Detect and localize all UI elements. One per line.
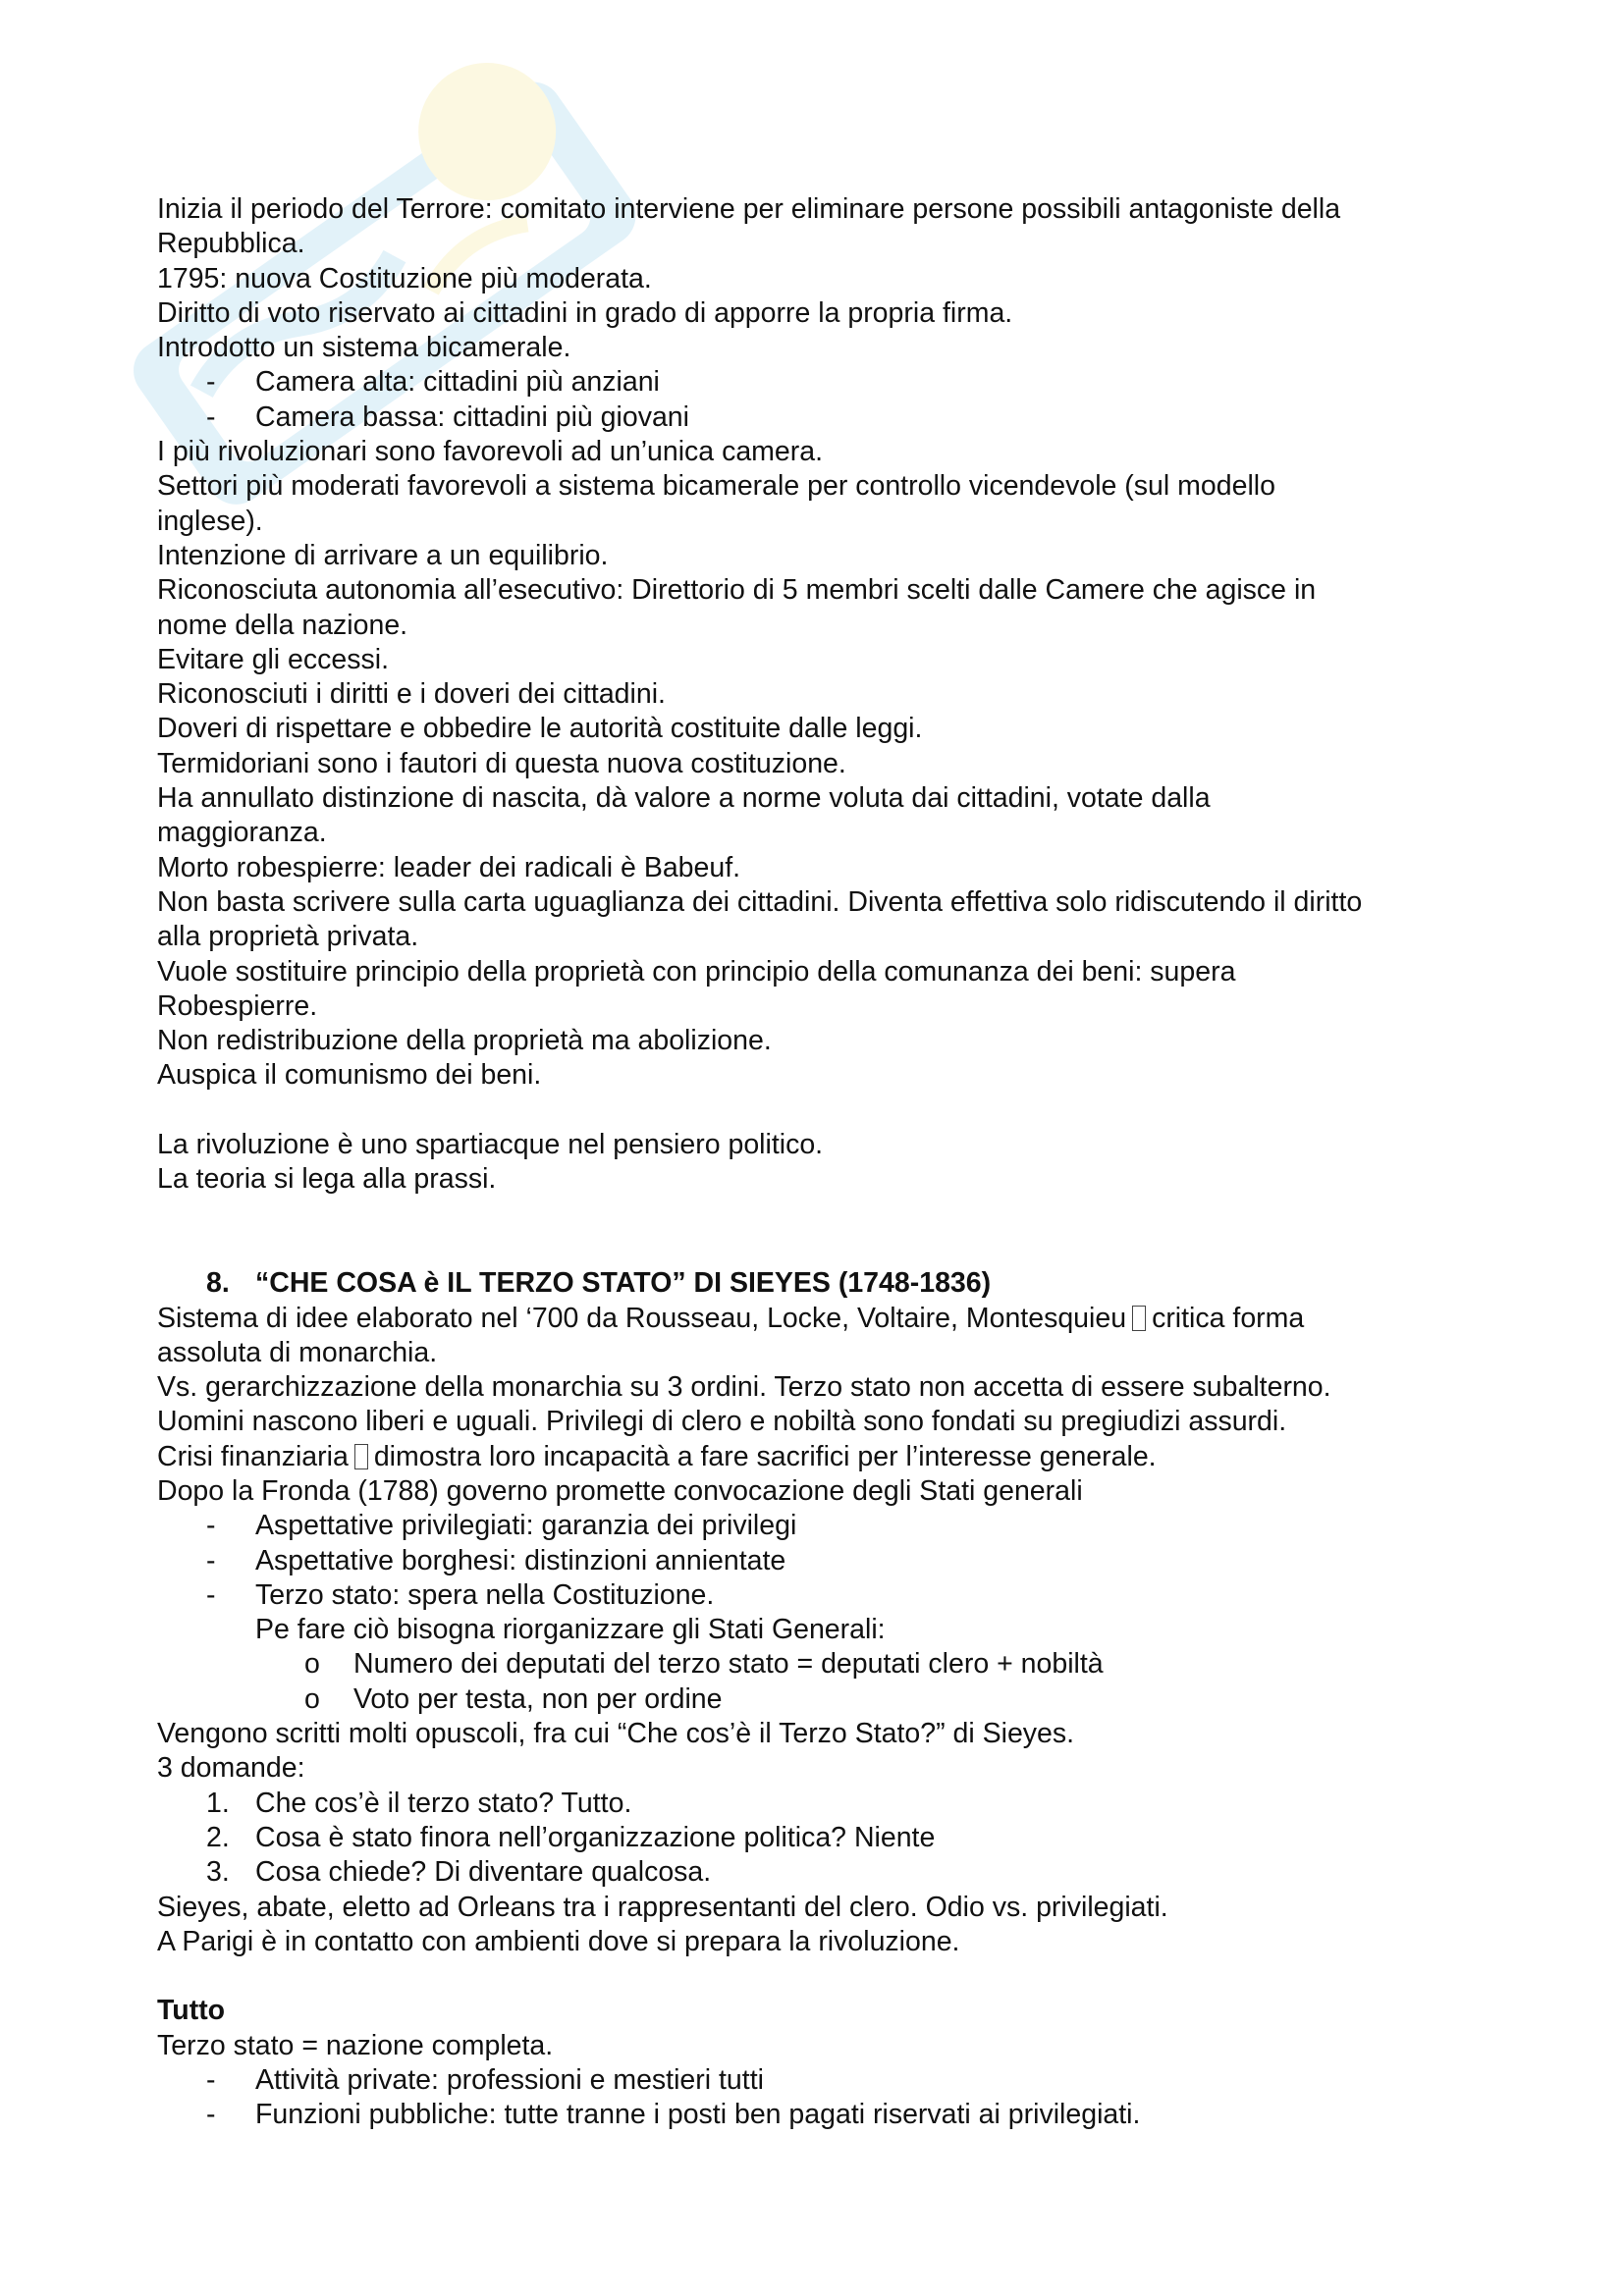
- list-item: [157, 1544, 1473, 1578]
- text-line: Vengono scritti molti opuscoli, fra cui “Che cos’è il Terzo Stato?” di Sieyes.: [157, 1718, 1075, 1750]
- numbered-item: [157, 1787, 1473, 1821]
- dash-bullet: -: [206, 2064, 216, 2097]
- text-line: Termidoriani sono i fautori di questa nuova costituzione.: [157, 747, 846, 779]
- section-title: “CHE COSA è IL TERZO STATO” DI SIEYES (1748-1836): [255, 1267, 992, 1300]
- text-line: 1795: nuova Costituzione più moderata.: [157, 262, 652, 294]
- text-line: Doveri di rispettare e obbedire le autorità costituite dalle leggi.: [157, 713, 923, 745]
- text-span: dimostra loro incapacità a fare sacrifici per l’interesse generale.: [373, 1440, 1157, 1472]
- text-line: maggioranza.: [157, 817, 327, 849]
- list-item-text: Camera bassa: cittadini più giovani: [255, 400, 689, 433]
- subsection-heading: Tutto: [157, 1995, 226, 2027]
- text-line: Inizia il periodo del Terrore: comitato interviene per eliminare persone possibili antagoniste della: [157, 193, 1341, 225]
- text-line: Morto robespierre: leader dei radicali è Babeuf.: [157, 851, 741, 883]
- text-line: Repubblica.: [157, 228, 305, 260]
- paragraph-terrore: [157, 192, 1473, 365]
- section-heading: [157, 1266, 1473, 1301]
- list-aspettative: [157, 1509, 1473, 1717]
- text-line: Non basta scrivere sulla carta uguaglianza dei cittadini. Diventa effettiva solo ridiscutendo il diritto: [157, 885, 1363, 918]
- paragraph-rivoluzione: [157, 1128, 1473, 1198]
- text-line: Settori più moderati favorevoli a sistema bicamerale per controllo vicendevole (sul modello: [157, 470, 1275, 503]
- dash-bullet: -: [206, 366, 216, 399]
- text-span: Crisi finanziaria: [157, 1440, 349, 1472]
- text-line: La teoria si lega alla prassi.: [157, 1163, 497, 1196]
- spacer: [157, 1094, 1473, 1128]
- text-line: Ha annullato distinzione di nascita, dà valore a norme voluta dai cittadini, votate dalla: [157, 782, 1211, 815]
- text-line: Introdotto un sistema bicamerale.: [157, 332, 571, 364]
- text-line: alla proprietà privata.: [157, 921, 419, 953]
- dash-bullet: -: [206, 1578, 216, 1611]
- list-item-text: Funzioni pubbliche: tutte tranne i posti ben pagati riservati ai privilegiati.: [255, 2099, 1141, 2131]
- list-item-text: Aspettative borghesi: distinzioni annientate: [255, 1544, 786, 1576]
- item-number: 3.: [206, 1856, 230, 1889]
- text-line: I più rivoluzionari sono favorevoli ad un’unica camera.: [157, 436, 824, 468]
- text-line: Sieyes, abate, eletto ad Orleans tra i rappresentanti del clero. Odio vs. privilegiati.: [157, 1891, 1168, 1923]
- spacer: [157, 1959, 1473, 1994]
- text-line: Dopo la Fronda (1788) governo promette convocazione degli Stati generali: [157, 1474, 1083, 1507]
- paragraph-costituzione: [157, 435, 1473, 1094]
- numbered-item: [157, 1855, 1473, 1890]
- text-line: Auspica il comunismo dei beni.: [157, 1059, 542, 1092]
- list-item-continuation: Pe fare ciò bisogna riorganizzare gli Stati Generali:: [255, 1614, 886, 1646]
- text-line: Riconosciuta autonomia all’esecutivo: Direttorio di 5 membri scelti dalle Camere che agisce in: [157, 574, 1317, 607]
- text-line: Diritto di voto riservato ai cittadini in grado di apporre la propria firma.: [157, 296, 1013, 329]
- text-line: Terzo stato = nazione completa.: [157, 2029, 554, 2061]
- list-domande: [157, 1787, 1473, 1891]
- missing-glyph-icon: [354, 1444, 368, 1469]
- list-item-text: Cosa è stato finora nell’organizzazione politica? Niente: [255, 1821, 936, 1853]
- text-line: Evitare gli eccessi.: [157, 643, 390, 675]
- text-line: 3 domande:: [157, 1752, 305, 1785]
- list-item-text: Attività private: professioni e mestieri tutti: [255, 2064, 764, 2097]
- list-item-text: Terzo stato: spera nella Costituzione.: [255, 1578, 715, 1611]
- sub-list-item: [157, 1682, 1473, 1717]
- dash-bullet: -: [206, 1510, 216, 1542]
- list-item-text: Voto per testa, non per ordine: [353, 1682, 723, 1715]
- list-item-text: Cosa chiede? Di diventare qualcosa.: [255, 1856, 712, 1889]
- dash-bullet: -: [206, 2099, 216, 2131]
- item-number: 1.: [206, 1787, 230, 1819]
- text-line: La rivoluzione è uno spartiacque nel pensiero politico.: [157, 1129, 824, 1161]
- text-line: [157, 1302, 1473, 1336]
- list-item-text: Aspettative privilegiati: garanzia dei privilegi: [255, 1510, 797, 1542]
- text-line: A Parigi è in contatto con ambienti dove si prepara la rivoluzione.: [157, 1925, 960, 1957]
- spacer: [157, 1198, 1473, 1267]
- text-line: inglese).: [157, 505, 263, 537]
- text-line: Non redistribuzione della proprietà ma abolizione.: [157, 1025, 772, 1057]
- text-line: Intenzione di arrivare a un equilibrio.: [157, 539, 609, 571]
- dash-bullet: -: [206, 400, 216, 433]
- dash-bullet: -: [206, 1544, 216, 1576]
- list-item-text: Che cos’è il terzo stato? Tutto.: [255, 1787, 632, 1819]
- list-item-text: Numero dei deputati del terzo stato = deputati clero + nobiltà: [353, 1648, 1104, 1681]
- list-item: [157, 400, 1473, 435]
- text-line: Riconosciuti i diritti e i doveri dei cittadini.: [157, 678, 666, 711]
- list-item: [157, 365, 1473, 400]
- list-tutto: [157, 2063, 1473, 2133]
- circle-bullet: o: [304, 1682, 320, 1715]
- item-number: 2.: [206, 1821, 230, 1853]
- paragraph-opuscoli: [157, 1717, 1473, 1787]
- text-line: Vs. gerarchizzazione della monarchia su 3 ordini. Terzo stato non accetta di essere subalterno.: [157, 1371, 1331, 1404]
- text-line: nome della nazione.: [157, 609, 408, 641]
- missing-glyph-icon: [1132, 1306, 1146, 1331]
- text-line: Uomini nascono liberi e uguali. Privilegi di clero e nobiltà sono fondati su pregiudizi assurdi.: [157, 1406, 1287, 1438]
- text-line: Robespierre.: [157, 989, 318, 1022]
- list-item: [157, 1578, 1473, 1613]
- list-item: [157, 2098, 1473, 2132]
- text-line: assoluta di monarchia.: [157, 1336, 438, 1368]
- text-line: Vuole sostituire principio della proprietà con principio della comunanza dei beni: supera: [157, 955, 1236, 988]
- text-span: critica forma: [1152, 1302, 1305, 1334]
- circle-bullet: o: [304, 1648, 320, 1681]
- text-span: Sistema di idee elaborato nel ‘700 da Rousseau, Locke, Voltaire, Montesquieu: [157, 1302, 1127, 1334]
- document-page: [157, 192, 1473, 2133]
- list-camere: [157, 365, 1473, 435]
- text-line: [157, 1440, 1473, 1474]
- paragraph-sieyes: [157, 1302, 1473, 1510]
- numbered-item: [157, 1821, 1473, 1855]
- list-item: [157, 2063, 1473, 2098]
- paragraph-abate: [157, 1891, 1473, 1960]
- sub-list-item: [157, 1647, 1473, 1682]
- section-number: 8.: [206, 1267, 230, 1300]
- list-item-text: Camera alta: cittadini più anziani: [255, 366, 660, 399]
- list-item: [157, 1509, 1473, 1543]
